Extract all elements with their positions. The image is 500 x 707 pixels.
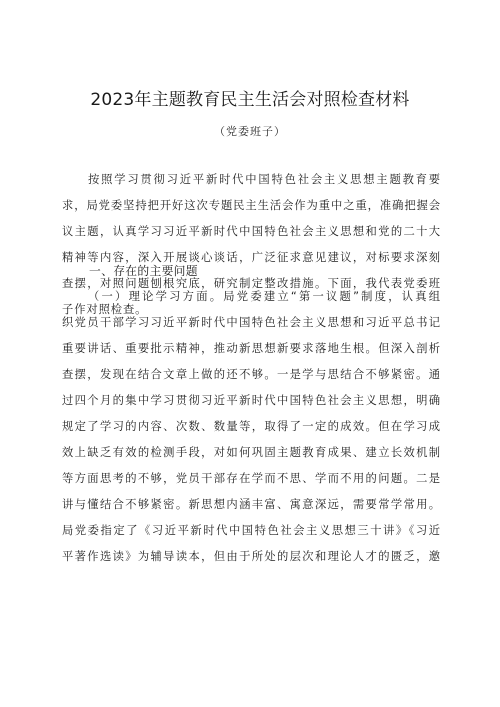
paragraph-line: 查摆，对照问题刨根究底，研究制定整改措施。下面，我代表党委班 [62,277,441,290]
paragraph-line: 查摆，发现在结合文章上做的还不够。一是学与思结合不够紧密。通 [62,368,441,381]
paragraph-line: 等方面思考的不够，党员干部存在学而不思、学而不用的问题。二是 [62,472,441,485]
paragraph-line: 求，局党委坚持把开好这次专题民主生活会作为重中之重，准确把握会 [62,199,441,212]
section-paragraph [62,284,441,570]
paragraph-line: 效上缺乏有效的检测手段，对如何巩固主题教育成果、建立长效机制 [62,446,441,459]
paragraph-line: 子作对照检查。 [62,303,148,316]
paragraph-line: 过四个月的集中学习贯彻习近平新时代中国特色社会主义思想，明确 [62,394,441,407]
paragraph-line: 局党委指定了《习近平新时代中国特色社会主义思想三十讲》《习近 [62,524,441,537]
paragraph-line: 规定了学习的内容、次数、数量等，取得了一定的成效。但在学习成 [62,420,441,433]
paragraph-line: 讲与懂结合不够紧密。新思想内涵丰富、寓意深远，需要常学常用。 [62,498,441,511]
paragraph-line: 精神等内容，深入开展谈心谈话，广泛征求意见建议，对标要求深刻 [62,251,441,264]
document-title: 2023年主题教育民主生活会对照检查材料 [90,90,410,110]
section-heading: 一、存在的主要问题 [89,264,198,278]
paragraph-line: （一）理论学习方面。局党委建立“第一议题”制度，认真组 [88,290,441,303]
paragraph-line: 平著作选读》为辅导读本，但由于所处的层次和理论人才的匮乏，邀 [62,550,441,563]
paragraph-line: 织党员干部学习习近平新时代中国特色社会主义思想和习近平总书记 [62,316,441,329]
paragraph-line: 重要讲话、重要批示精神，推动新思想新要求落地生根。但深入剖析 [62,342,441,355]
paragraph-line: 按照学习贯彻习近平新时代中国特色社会主义思想主题教育要 [88,173,441,186]
paragraph-line: 议主题，认真学习习近平新时代中国特色社会主义思想和党的二十大 [62,225,441,238]
document-subtitle: （党委班子） [214,125,286,138]
